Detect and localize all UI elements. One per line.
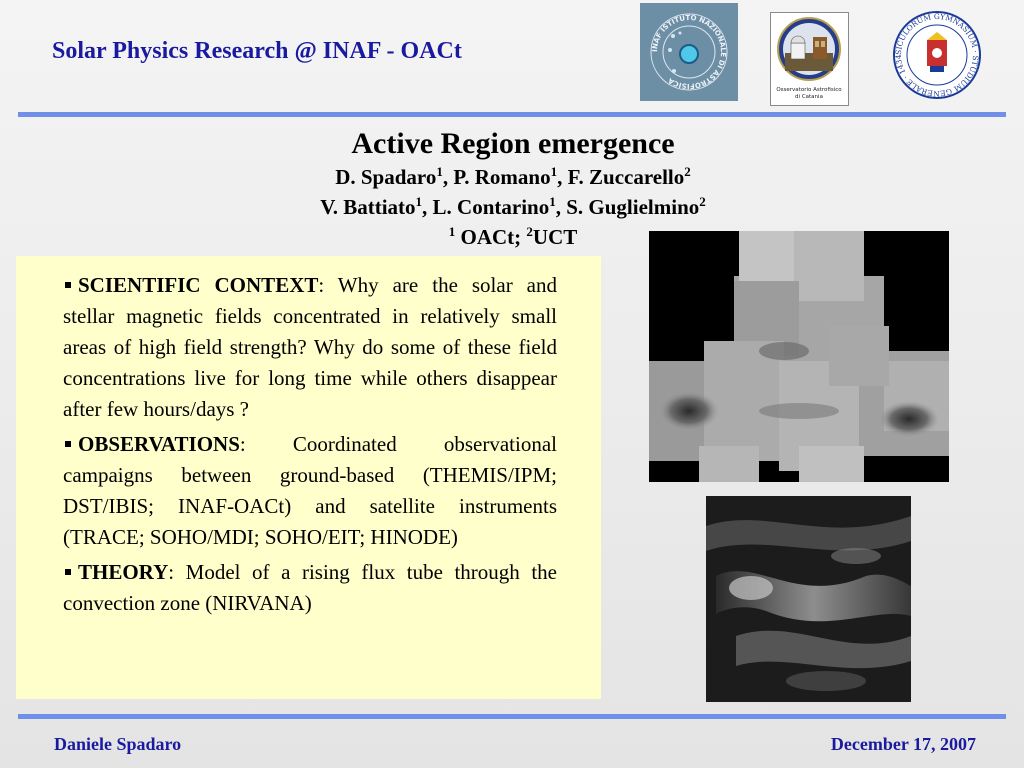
observations-paragraph <box>63 429 557 553</box>
authors-line-1 <box>200 162 826 192</box>
affiliation-marker: 2 <box>699 194 706 209</box>
section-text: : Model of a rising flux tube through the convection zone (NIRVANA) <box>63 560 557 615</box>
bullet-square-icon <box>65 569 71 575</box>
bullet-square-icon <box>65 282 71 288</box>
inaf-ring-text: INAF ISTITUTO NAZIONALE DI ASTROFISICA <box>650 13 728 91</box>
footer-author: Daniele Spadaro <box>54 734 182 754</box>
flux-tube-simulation-image <box>706 496 911 702</box>
author-name: V. Battiato <box>320 195 416 219</box>
section-text: : Coordinated observational campaigns between ground-based (THEMIS/IPM; DST/IBIS; INAF-OACt) and satellite instruments (TRACE; SOHO/MDI; SOHO/EIT; HINODE) <box>63 432 557 549</box>
affiliation-marker: 1 <box>448 224 456 239</box>
header-divider <box>18 112 1006 117</box>
author-name: S. Guglielmino <box>566 195 700 219</box>
oact-caption-line1: Osservatorio Astrofisico <box>776 87 842 93</box>
section-label: OBSERVATIONS <box>78 432 240 456</box>
section-label: THEORY <box>78 560 169 584</box>
inaf-logo <box>640 3 738 101</box>
affiliation-text: UCT <box>532 225 578 249</box>
affiliation-marker: 1 <box>549 194 556 209</box>
author-name: L. Contarino <box>432 195 550 219</box>
affiliation-marker: 1 <box>415 194 423 209</box>
author-name: D. Spadaro <box>335 165 437 189</box>
author-name: P. Romano <box>453 165 551 189</box>
author-separator: , <box>422 195 433 219</box>
author-separator: , <box>557 165 568 189</box>
section-label: SCIENTIFIC CONTEXT <box>78 273 319 297</box>
footer-date: December 17, 2007 <box>830 734 976 754</box>
author-separator: , <box>442 165 454 189</box>
oact-observatory-logo <box>770 12 849 106</box>
footer-divider <box>18 714 1006 719</box>
content-box <box>16 256 601 699</box>
affiliation-marker: 1 <box>550 164 558 179</box>
university-ring-text: SICULORUM GYMNASIUM · STUDIUM GENERALE · 1434 <box>893 11 981 99</box>
section-text: : Why are the solar and stellar magnetic fields concentrated in relatively small areas of high field strength? Why do some of these field concentrations live for long time while others disappear after few hours/days ? <box>63 273 557 421</box>
author-name: F. Zuccarello <box>567 165 685 189</box>
theory-paragraph <box>63 557 557 619</box>
slide-title: Active Region emergence <box>351 127 675 160</box>
affiliation-marker: 2 <box>684 164 691 179</box>
solar-mosaic-image <box>649 231 949 482</box>
bullet-square-icon <box>65 441 71 447</box>
university-seal-icon <box>892 10 982 100</box>
presentation-header-title: Solar Physics Research @ INAF - OACt <box>52 38 462 64</box>
affiliation-marker: 1 <box>436 164 443 179</box>
affiliation-text: OACt; <box>455 225 527 249</box>
oact-caption-line2: di Catania <box>795 94 823 100</box>
authors-line-2 <box>200 192 826 222</box>
affiliation-marker: 2 <box>526 224 533 239</box>
author-separator: , <box>555 195 567 219</box>
scientific-context-paragraph <box>63 270 557 425</box>
